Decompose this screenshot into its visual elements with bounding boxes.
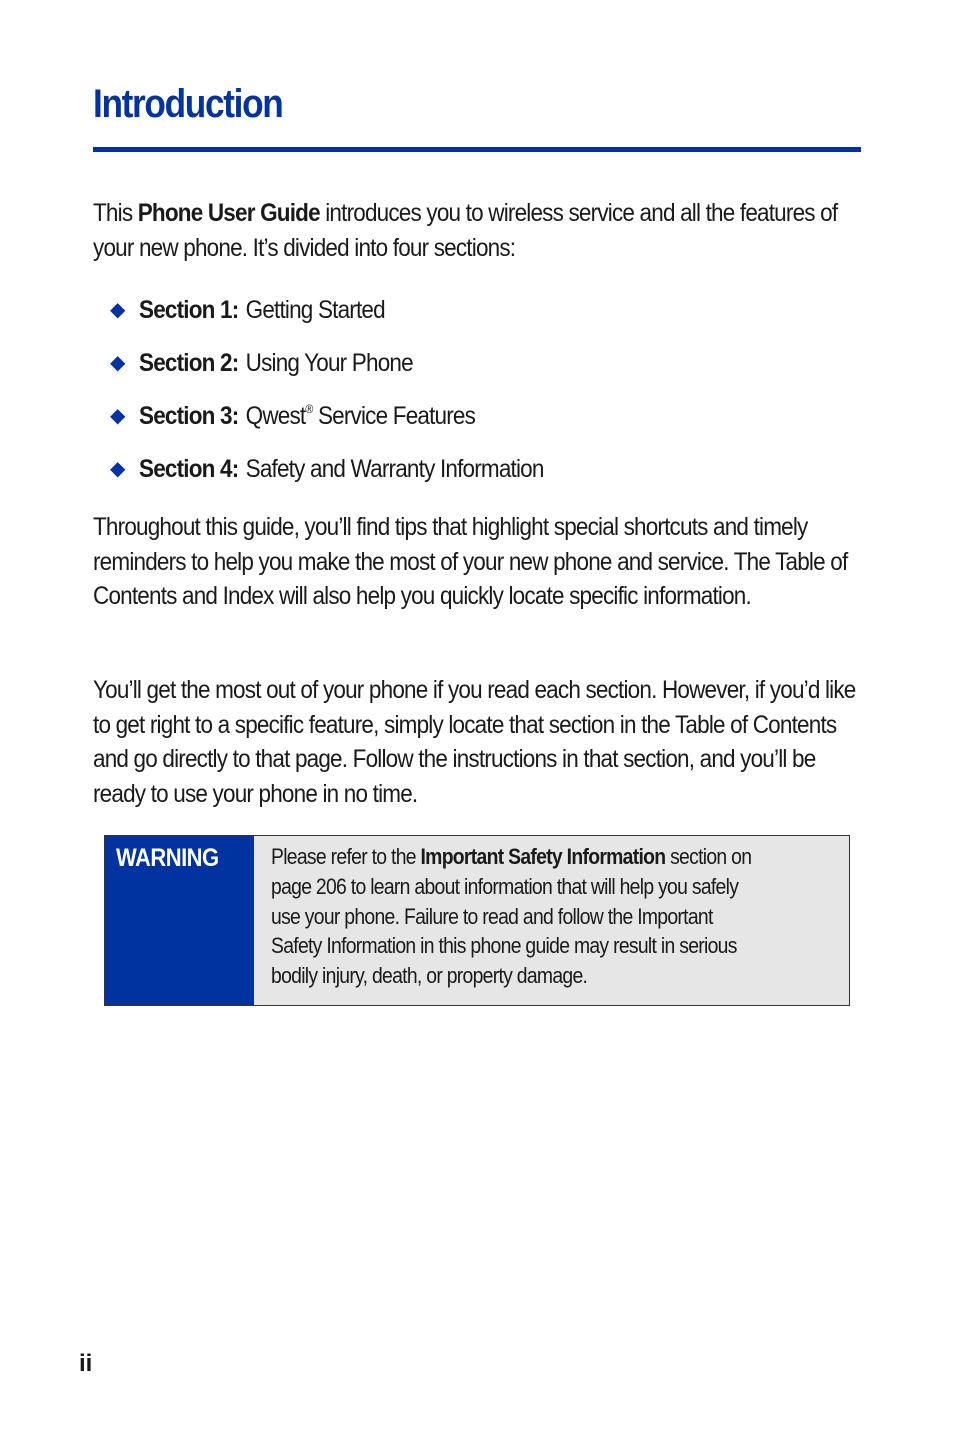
warning-box [104, 835, 850, 1006]
registered-mark: ® [305, 402, 313, 416]
warning-label: WARNING [116, 844, 219, 872]
section-title: Getting Started [245, 296, 385, 324]
warning-text-suffix: section on page 206 to learn about information that will help you safely use your phone. Failure to read and follow the Important Safety Information in this phone guide may result in serious bodily injury, death, or property damage. [271, 844, 752, 989]
diamond-bullet-icon: ◆ [110, 405, 125, 427]
section-label: Section 3: [139, 402, 239, 430]
section-text [139, 452, 544, 486]
section-label: Section 2: [139, 349, 239, 377]
warning-label-cell [105, 836, 254, 1005]
diamond-bullet-icon: ◆ [110, 352, 125, 374]
page-number: ii [79, 1350, 93, 1377]
section-text [139, 399, 475, 433]
warning-text-prefix: Please refer to the [271, 844, 421, 869]
section-label: Section 1: [139, 296, 239, 324]
section-label: Section 4: [139, 455, 239, 483]
list-item [110, 293, 930, 346]
list-item [110, 452, 930, 505]
section-title: Safety and Warranty Information [245, 455, 544, 483]
guide-name: Phone User Guide [137, 199, 320, 227]
page-title: Introduction [93, 82, 283, 126]
list-item [110, 399, 930, 452]
section-title [246, 402, 475, 430]
diamond-bullet-icon: ◆ [110, 458, 125, 480]
section-title-brand: Qwest [245, 402, 306, 430]
intro-paragraph [93, 196, 858, 265]
list-item [110, 346, 930, 399]
warning-text [271, 842, 764, 1005]
intro-suffix: introduces you to wireless service and all the features of your new phone. It’s divided into four sections: [93, 199, 838, 262]
title-rule [93, 147, 861, 152]
section-title: Using Your Phone [245, 349, 413, 377]
section-text [139, 293, 385, 327]
usage-paragraph: You’ll get the most out of your phone if you read each section. However, if you’d like to get right to a specific feature, simply locate that section in the Table of Contents and go directly to that page. Follow the instructions in that section, and you’ll be ready to use your phone in no time. [93, 676, 856, 808]
tips-paragraph: Throughout this guide, you’ll find tips that highlight special shortcuts and timely reminders to help you make the most of your new phone and service. The Table of Contents and Index will also help you quickly locate specific information. [93, 513, 848, 610]
warning-text-bold: Important Safety Information [420, 844, 666, 869]
diamond-bullet-icon: ◆ [110, 299, 125, 321]
section-title-rest: Service Features [312, 402, 476, 430]
section-text [139, 346, 413, 380]
section-list [110, 293, 930, 505]
intro-prefix: This [93, 199, 138, 227]
